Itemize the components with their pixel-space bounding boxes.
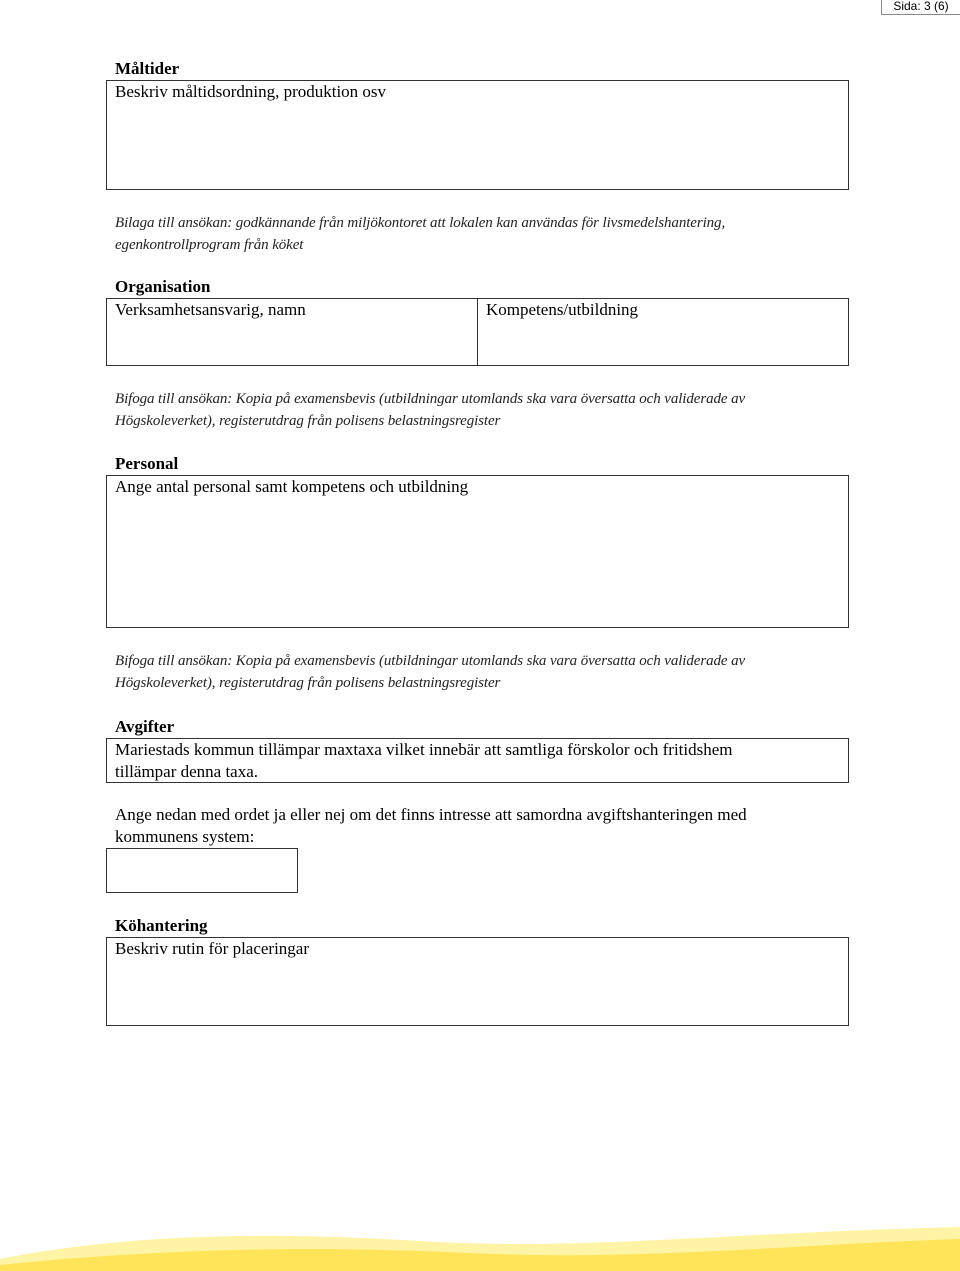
personal-heading: Personal	[115, 454, 179, 473]
organisation-attachment-note-line2: Högskoleverket), registerutdrag från polisens belastningsregister	[115, 413, 501, 429]
kohantering-textarea[interactable]	[106, 937, 849, 1026]
organisation-attachment-note-line1: Bifoga till ansökan: Kopia på examensbevis (utbildningar utomlands ska vara översatta och validerade av	[115, 391, 746, 407]
kohantering-heading: Köhantering	[115, 916, 208, 935]
avgifter-info-line1: Mariestads kommun tillämpar maxtaxa vilket innebär att samtliga förskolor och fritidshem	[115, 740, 733, 759]
avgifter-heading: Avgifter	[115, 717, 175, 736]
maltider-attachment-note-line1: Bilaga till ansökan: godkännande från miljökontoret att lokalen kan användas för livsmedelshantering,	[115, 215, 726, 231]
maltider-attachment-note-line2: egenkontrollprogram från köket	[115, 237, 304, 253]
avgifter-question-line2: kommunens system:	[115, 827, 255, 846]
personal-field-label: Ange antal personal samt kompetens och utbildning	[115, 477, 469, 496]
organisation-heading: Organisation	[115, 277, 211, 296]
maltider-field-label: Beskriv måltidsordning, produktion osv	[115, 82, 387, 101]
avgifter-info-box	[106, 738, 849, 783]
avgifter-answer-input[interactable]	[106, 848, 298, 893]
personal-textarea[interactable]	[106, 475, 849, 628]
avgifter-info-line2: tillämpar denna taxa.	[115, 762, 259, 781]
avgifter-question-line1: Ange nedan med ordet ja eller nej om det finns intresse att samordna avgiftshanteringen med	[115, 805, 747, 824]
personal-attachment-note-line2: Högskoleverket), registerutdrag från polisens belastningsregister	[115, 675, 501, 691]
personal-attachment-note-line1: Bifoga till ansökan: Kopia på examensbevis (utbildningar utomlands ska vara översatta och validerade av	[115, 653, 746, 669]
kompetens-field[interactable]	[477, 298, 849, 366]
maltider-heading: Måltider	[115, 59, 180, 78]
kompetens-label: Kompetens/utbildning	[486, 300, 639, 319]
page-number: Sida: 3 (6)	[881, 0, 960, 15]
kohantering-field-label: Beskriv rutin för placeringar	[115, 939, 310, 958]
footer-wave-decoration	[0, 1221, 960, 1271]
verksamhetsansvarig-field[interactable]	[106, 298, 478, 366]
maltider-textarea[interactable]	[106, 80, 849, 190]
verksamhetsansvarig-label: Verksamhetsansvarig, namn	[115, 300, 306, 319]
